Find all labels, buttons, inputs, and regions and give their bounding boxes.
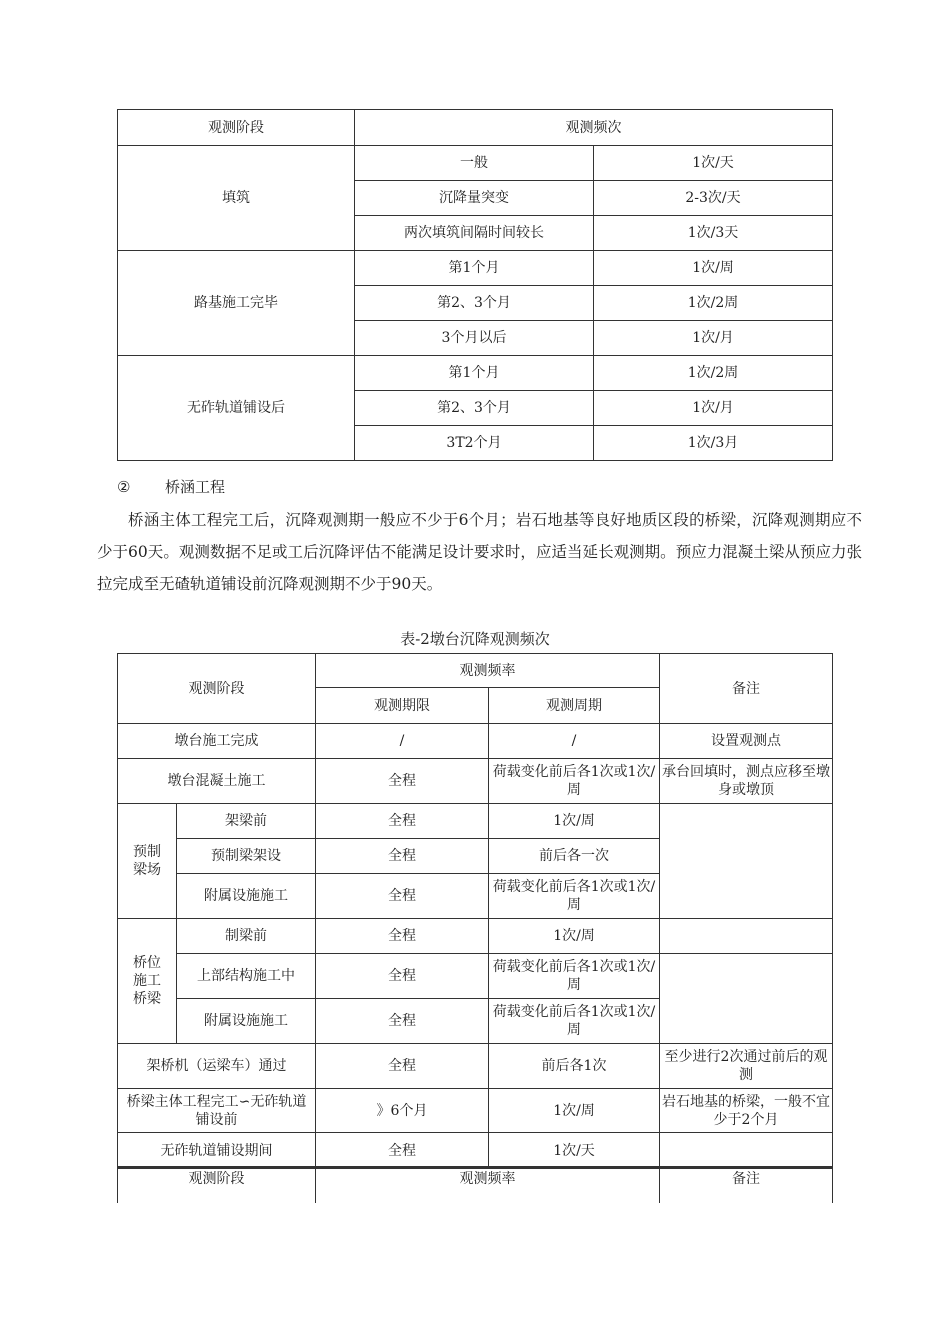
t2-note: 承台回填时，测点应移至墩身或墩顶 — [660, 759, 833, 804]
t2-cycle: 荷载变化前后各1次或1次/周 — [489, 999, 660, 1044]
t3-header-stage: 观测阶段 — [118, 1167, 316, 1203]
t2-header-frequency: 观测频率 — [316, 654, 660, 688]
t2-cycle: 荷载变化前后各1次或1次/周 — [489, 874, 660, 919]
pier-settlement-table — [117, 653, 833, 1169]
t1-condition: 第2、3个月 — [355, 286, 594, 321]
t2-header-limit: 观测期限 — [316, 688, 489, 724]
table-caption: 表-2墩台沉降观测频次 — [400, 630, 550, 648]
t1-condition: 3T2个月 — [355, 426, 594, 461]
t1-frequency: 1次/3月 — [594, 426, 833, 461]
t1-stage: 填筑 — [118, 146, 355, 251]
t2-limit: / — [316, 724, 489, 759]
t1-frequency: 1次/2周 — [594, 286, 833, 321]
t2-note — [660, 1133, 833, 1169]
t1-condition: 3个月以后 — [355, 321, 594, 356]
t3-header-frequency: 观测频率 — [316, 1167, 660, 1203]
t1-condition: 两次填筑间隔时间较长 — [355, 216, 594, 251]
t2-note-empty — [660, 804, 833, 919]
t2-limit: 全程 — [316, 759, 489, 804]
t2-limit: 全程 — [316, 919, 489, 954]
section-heading — [117, 476, 225, 497]
t1-frequency: 1次/2周 — [594, 356, 833, 391]
t2-limit: 全程 — [316, 1044, 489, 1089]
section-title: 桥涵工程 — [165, 478, 226, 496]
continued-table-header — [117, 1166, 833, 1203]
t2-note-empty — [660, 919, 833, 954]
t2-cycle: 1次/天 — [489, 1133, 660, 1169]
t1-condition: 第1个月 — [355, 251, 594, 286]
t2-cycle: 1次/周 — [489, 804, 660, 839]
t2-note-empty — [660, 954, 833, 1044]
t2-limit: 全程 — [316, 874, 489, 919]
t2-limit: 》6个月 — [316, 1089, 489, 1133]
t1-frequency: 1次/周 — [594, 251, 833, 286]
t2-group-label: 桥位施工桥梁 — [118, 919, 177, 1044]
t1-frequency: 1次/月 — [594, 391, 833, 426]
t2-substage: 上部结构施工中 — [177, 954, 316, 999]
t2-note: 岩石地基的桥梁，一般不宜少于2个月 — [660, 1089, 833, 1133]
t2-stage: 无砟轨道铺设期间 — [118, 1133, 316, 1169]
t1-frequency: 1次/3天 — [594, 216, 833, 251]
t1-header-stage: 观测阶段 — [118, 110, 355, 146]
t2-header-stage: 观测阶段 — [118, 654, 316, 724]
t1-condition: 第1个月 — [355, 356, 594, 391]
t2-cycle: 1次/周 — [489, 1089, 660, 1133]
t1-stage: 路基施工完毕 — [118, 251, 355, 356]
section-number: ② — [117, 478, 131, 496]
t2-limit: 全程 — [316, 954, 489, 999]
t1-frequency: 1次/月 — [594, 321, 833, 356]
t2-cycle: 1次/周 — [489, 919, 660, 954]
t1-frequency: 1次/天 — [594, 146, 833, 181]
t2-stage: 桥梁主体工程完工∽无砟轨道铺设前 — [118, 1089, 316, 1133]
t2-cycle: 荷载变化前后各1次或1次/周 — [489, 759, 660, 804]
t2-cycle: 前后各1次 — [489, 1044, 660, 1089]
t3-header-note: 备注 — [660, 1167, 833, 1203]
t1-header-frequency: 观测频次 — [355, 110, 833, 146]
t2-note: 至少进行2次通过前后的观测 — [660, 1044, 833, 1089]
t1-condition: 第2、3个月 — [355, 391, 594, 426]
settlement-frequency-table-1 — [117, 109, 833, 461]
t2-header-note: 备注 — [660, 654, 833, 724]
t2-stage: 墩台混凝土施工 — [118, 759, 316, 804]
t2-substage: 制梁前 — [177, 919, 316, 954]
t2-limit: 全程 — [316, 839, 489, 874]
t2-substage: 预制梁架设 — [177, 839, 316, 874]
t2-cycle: 荷载变化前后各1次或1次/周 — [489, 954, 660, 999]
t2-substage: 附属设施施工 — [177, 874, 316, 919]
t2-limit: 全程 — [316, 804, 489, 839]
t1-stage: 无砟轨道铺设后 — [118, 356, 355, 461]
t2-limit: 全程 — [316, 1133, 489, 1169]
t2-limit: 全程 — [316, 999, 489, 1044]
t2-cycle: 前后各一次 — [489, 839, 660, 874]
t2-stage: 墩台施工完成 — [118, 724, 316, 759]
t2-note: 设置观测点 — [660, 724, 833, 759]
t2-cycle: / — [489, 724, 660, 759]
t2-substage: 附属设施施工 — [177, 999, 316, 1044]
t1-frequency: 2-3次/天 — [594, 181, 833, 216]
t2-stage: 架桥机（运梁车）通过 — [118, 1044, 316, 1089]
t2-group-label: 预制梁场 — [118, 804, 177, 919]
t2-header-cycle: 观测周期 — [489, 688, 660, 724]
t1-condition: 一般 — [355, 146, 594, 181]
body-paragraph: 桥涵主体工程完工后，沉降观测期一般应不少于6个月；岩石地基等良好地质区段的桥梁，沉降观测期应不少于60天。观测数据不足或工后沉降评估不能满足设计要求时，应适当延长观测期。预应力混凝土梁从预应力张拉完成至无碴轨道铺设前沉降观测期不少于90天。 — [97, 511, 862, 593]
t1-condition: 沉降量突变 — [355, 181, 594, 216]
t2-substage: 架梁前 — [177, 804, 316, 839]
